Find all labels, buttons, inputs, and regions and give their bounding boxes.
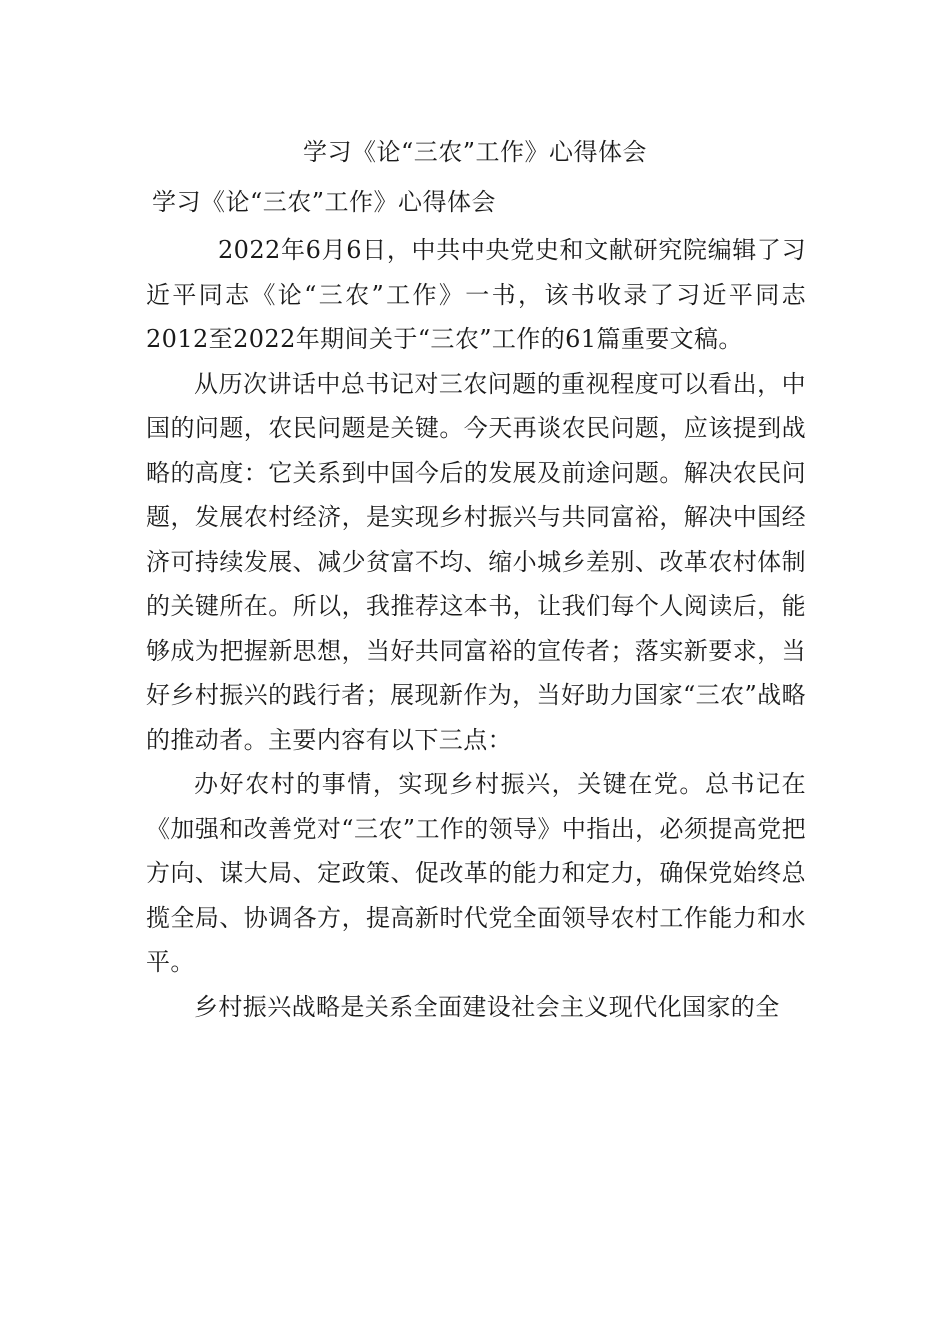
- document-title: 学习《论“三农”工作》心得体会: [302, 138, 648, 166]
- paragraph-4: 乡村振兴战略是关系全面建设社会主义现代化国家的全: [194, 992, 780, 1021]
- paragraph-1: 2022年6月6日，中共中央党史和文献研究院编辑了习近平同志《论“三农”工作》一书，该书收录了习近平同志2012至2022年期间关于“三农”工作的61篇重要文稿。: [146, 236, 806, 353]
- document-body: [146, 228, 806, 1029]
- paragraph-3: 办好农村的事情，实现乡村振兴，关键在党。总书记在《加强和改善党对“三农”工作的领导》中指出，必须提高党把方向、谋大局、定政策、促改革的能力和定力，确保党始终总揽全局、协调各方，提高新时代党全面领导农村工作能力和水平。: [146, 770, 806, 976]
- paragraph-2: 从历次讲话中总书记对三农问题的重视程度可以看出，中国的问题，农民问题是关键。今天再谈农民问题，应该提到战略的高度：它关系到中国今后的发展及前途问题。解决农民问题，发展农村经济，是实现乡村振兴与共同富裕，解决中国经济可持续发展、减少贫富不均、缩小城乡差别、改革农村体制的关键所在。所以，我推荐这本书，让我们每个人阅读后，能够成为把握新思想，当好共同富裕的宣传者；落实新要求，当好乡村振兴的践行者；展现新作为，当好助力国家“三农”战略的推动者。主要内容有以下三点：: [146, 369, 806, 754]
- document-subtitle: 学习《论“三农”工作》心得体会: [152, 188, 497, 216]
